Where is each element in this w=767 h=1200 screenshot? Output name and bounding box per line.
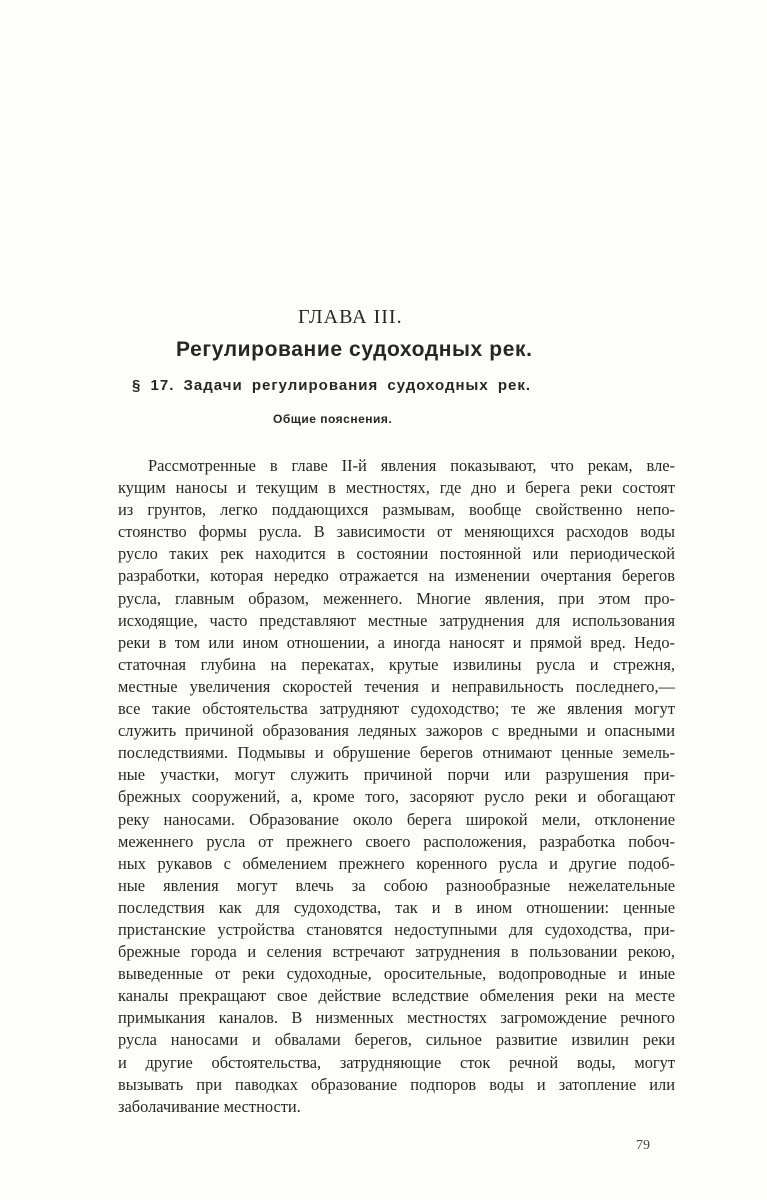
text-line: последствия как для судоходства, так и в ином отношении: ценные [118,897,675,917]
text-line: ные участки, могут служить причиной порчи или разрушения при- [118,765,675,785]
text-line: Рассмотренные в главе II-й явления показывают, что рекам, вле- [148,456,675,475]
text-line: русла наносами и обвалами берегов, сильное развитие извилин реки [118,1030,675,1050]
text-line: русла, главным образом, меженнего. Многие явления, при этом про- [118,588,675,608]
text-line: все такие обстоятельства затрудняют судоходство; те же явления могут [118,699,675,719]
text-line: из грунтов, легко поддающихся размывам, вообще свойственно непо- [118,500,675,520]
text-line: местные увеличения скоростей течения и неправильность последнего,— [118,676,675,696]
section-heading: § 17. Задачи регулирования судоходных рек. [132,377,532,394]
text-line: ные явления могут влечь за собою разнообразные нежелательные [118,875,675,895]
text-line: реки в том или ином отношении, а иногда наносят и прямой вред. Недо- [118,632,675,652]
text-line: вызывать при паводках образование подпоров воды и затопление или [118,1074,675,1094]
text-line: ных рукавов с обмелением прежнего коренного русла и другие подоб- [118,853,675,873]
text-line: статочная глубина на перекатах, крутые извилины русла и стрежня, [118,654,675,674]
text-line: исходящие, часто представляют местные затруднения для использования [118,610,675,630]
text-line: примыкания каналов. В низменных местностях загромождение речного [118,1008,675,1028]
text-line: служить причиной образования ледяных зажоров с вредными и опасными [118,721,675,741]
text-line: выведенные от реки судоходные, оросительные, водопроводные и иные [118,964,675,984]
subsection-heading: Общие пояснения. [273,412,393,426]
text-line: каналы прекращают свое действие вследствие обмеления реки на месте [118,986,675,1006]
text-line: реку наносами. Образование около берега широкой мели, отклонение [118,809,675,829]
text-line: разработки, которая нередко отражается на изменении очертания берегов [118,566,675,586]
text-line: заболачивание местности. [118,1096,301,1116]
text-line: и другие обстоятельства, затрудняющие сток речной воды, могут [118,1052,675,1072]
chapter-title: Регулирование судоходных рек. [176,338,533,361]
text-line: пристанские устройства становятся недоступными для судоходства, при- [118,919,675,939]
text-line: брежные города и селения встречают затруднения в пользовании рекою, [118,942,675,962]
text-line: брежных сооружений, а, кроме того, засоряют русло реки и обогащают [118,787,675,807]
body-paragraph [118,455,675,1118]
text-line: последствиями. Подмывы и обрушение берегов отнимают ценные земель- [118,743,675,763]
text-line: русло таких рек находится в состоянии постоянной или периодической [118,544,675,564]
text-line: стоянство формы русла. В зависимости от меняющихся расходов воды [118,522,675,542]
chapter-heading: ГЛАВА III. [298,306,403,328]
text-line: меженнего русла от прежнего своего расположения, разработка побоч- [118,831,675,851]
text-line: кущим наносы и текущим в местностях, где дно и берега реки состоят [118,478,675,498]
page-number: 79 [636,1138,650,1153]
